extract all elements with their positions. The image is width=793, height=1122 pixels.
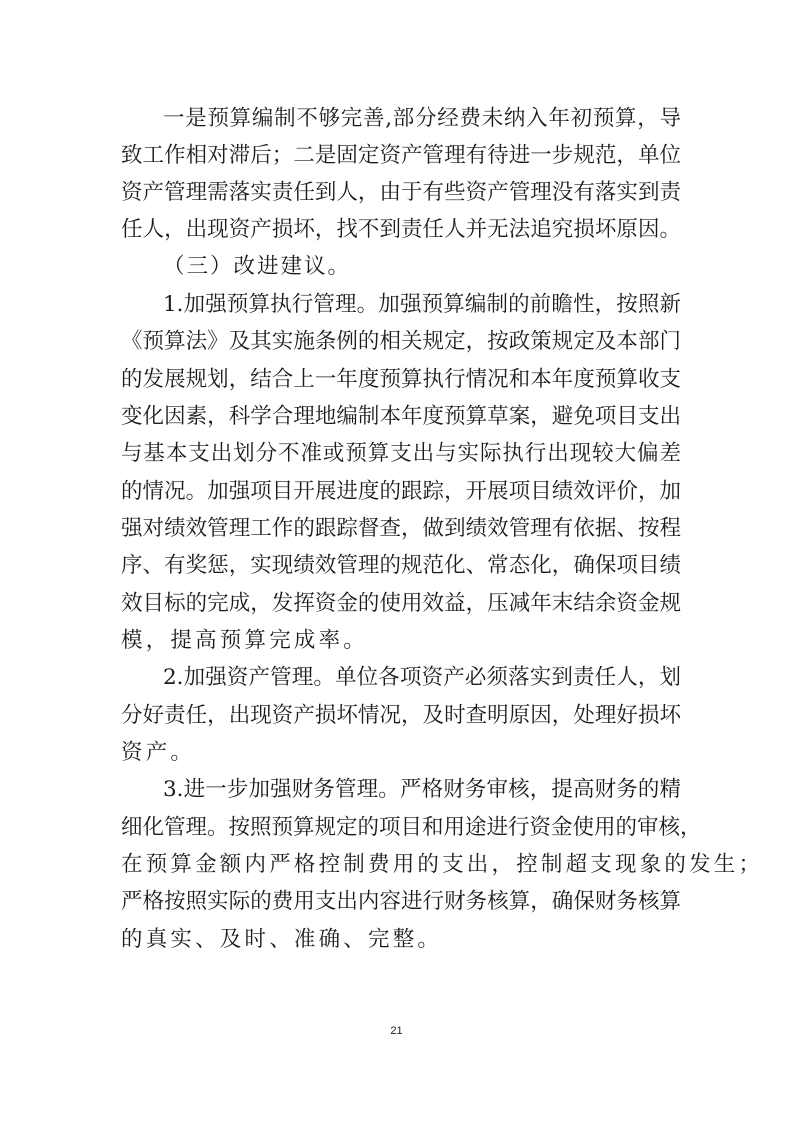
paragraph-line: 模，提高预算完成率。 [121, 628, 369, 653]
paragraph-line: 任人，出现资产损坏，找不到责任人并无法追究损坏原因。 [121, 217, 681, 242]
paragraph-line: 2.加强资产管理。单位各项资产必须落实到责任人，划 [163, 665, 681, 690]
paragraph-line: 序、有奖惩，实现绩效管理的规范化、常态化，确保项目绩 [121, 553, 681, 578]
paragraph-line: 分好责任，出现资产损坏情况，及时查明原因，处理好损坏 [121, 703, 681, 728]
paragraph-line: 资产管理需落实责任到人，由于有些资产管理没有落实到责 [121, 180, 681, 205]
section-heading: （三）改进建议。 [163, 254, 352, 279]
paragraph-line: 《预算法》及其实施条例的相关规定，按政策规定及本部门 [121, 329, 681, 354]
paragraph-line: 细化管理。按照预算规定的项目和用途进行资金使用的审核， [121, 815, 702, 840]
page-number: 21 [390, 1025, 403, 1037]
paragraph-line: 在预算金额内严格控制费用的支出，控制超支现象的发生； [121, 852, 764, 877]
paragraph-line: 1.加强预算执行管理。加强预算编制的前瞻性，按照新 [163, 292, 681, 317]
paragraph-line: 效目标的完成，发挥资金的使用效益，压减年末结余资金规 [121, 591, 681, 616]
paragraph-line: 一是预算编制不够完善,部分经费未纳入年初预算，导 [163, 106, 681, 131]
paragraph-line: 的真实、及时、准确、完整。 [121, 927, 443, 952]
paragraph-line: 与基本支出划分不准或预算支出与实际执行出现较大偏差 [121, 441, 681, 466]
paragraph-line: 严格按照实际的费用支出内容进行财务核算，确保财务核算 [121, 889, 681, 914]
paragraph-line: 3.进一步加强财务管理。严格财务审核，提高财务的精 [163, 777, 681, 802]
paragraph-line: 资产。 [121, 740, 196, 765]
paragraph-line: 强对绩效管理工作的跟踪督查，做到绩效管理有依据、按程 [121, 516, 681, 541]
paragraph-line: 的发展规划，结合上一年度预算执行情况和本年度预算收支 [121, 367, 681, 392]
paragraph-line: 变化因素，科学合理地编制本年度预算草案，避免项目支出 [121, 404, 681, 429]
paragraph-line: 的情况。加强项目开展进度的跟踪，开展项目绩效评价，加 [121, 479, 681, 504]
paragraph-line: 致工作相对滞后；二是固定资产管理有待进一步规范，单位 [121, 143, 681, 168]
